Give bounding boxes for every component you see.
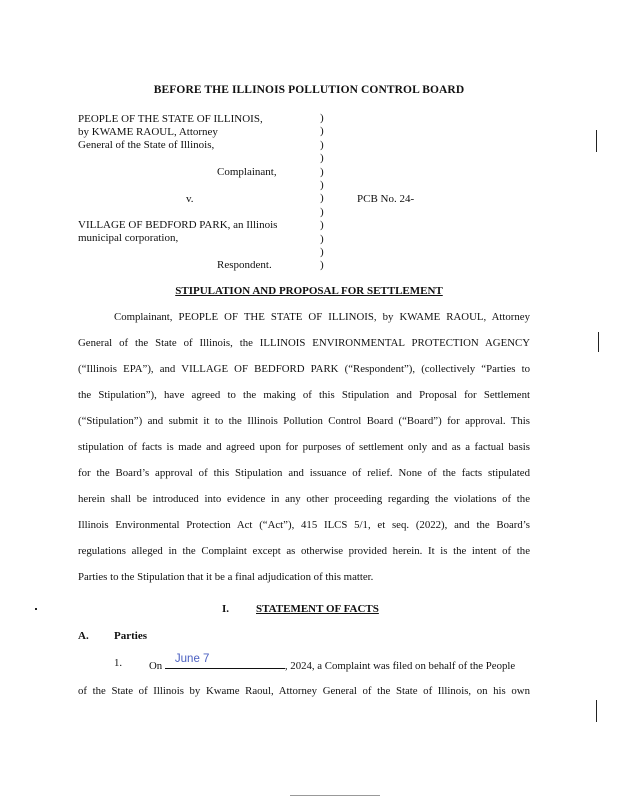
caption-paren: ) xyxy=(320,192,324,205)
respondent-name-line-1: VILLAGE OF BEDFORD PARK, an Illinois xyxy=(78,219,278,231)
complainant-name-line-2: by KWAME RAOUL, Attorney xyxy=(78,126,218,138)
complainant-label: Complainant, xyxy=(217,166,277,178)
caption-paren: ) xyxy=(320,219,324,232)
scan-artifact xyxy=(290,795,380,796)
scan-artifact xyxy=(35,608,37,610)
case-number: PCB No. 24- xyxy=(357,193,415,205)
section-number: I. xyxy=(222,603,230,615)
subsection-title: Parties xyxy=(114,630,147,642)
intro-line: (“Illinois EPA”), and VILLAGE OF BEDFORD PARK (“Respondent”), (collectively “Parties to xyxy=(78,363,530,375)
document-title: BEFORE THE ILLINOIS POLLUTION CONTROL BOARD xyxy=(153,84,465,96)
section-title: STATEMENT OF FACTS xyxy=(256,603,379,615)
paragraph-1-lead: On xyxy=(149,660,163,672)
versus-label: v. xyxy=(186,193,194,205)
complainant-name-line-1: PEOPLE OF THE STATE OF ILLINOIS, xyxy=(78,113,263,125)
intro-line: for the Board’s approval of this Stipulation and issuance of relief. None of the facts stipulated xyxy=(78,467,530,479)
complainant-name-line-3: General of the State of Illinois, xyxy=(78,139,215,151)
caption-paren: ) xyxy=(320,138,324,151)
intro-line: Parties to the Stipulation that it be a final adjudication of this matter. xyxy=(78,571,374,583)
intro-line: Illinois Environmental Protection Act (“Act”), 415 ILCS 5/1, et seq. (2022), and the Board’s xyxy=(78,519,530,531)
paragraph-1-line-2: of the State of Illinois by Kwame Raoul, Attorney General of the State of Illinois, on his own xyxy=(78,685,530,697)
caption-paren: ) xyxy=(320,165,324,178)
intro-line: General of the State of Illinois, the ILLINOIS ENVIRONMENTAL PROTECTION AGENCY xyxy=(78,337,530,349)
caption-paren: ) xyxy=(320,205,324,218)
paragraph-1-after-date: , 2024, a Complaint was filed on behalf of the People xyxy=(284,660,516,672)
caption-paren: ) xyxy=(320,232,324,245)
paragraph-number: 1. xyxy=(114,657,123,669)
caption-paren: ) xyxy=(320,179,324,191)
subsection-letter: A. xyxy=(78,630,89,642)
intro-line: (“Stipulation”) and submit it to the Illinois Pollution Control Board (“Board”) for approval. This xyxy=(78,415,530,427)
intro-line: Complainant, PEOPLE OF THE STATE OF ILLINOIS, by KWAME RAOUL, Attorney xyxy=(114,311,530,323)
date-blank xyxy=(165,653,285,669)
caption-paren: ) xyxy=(320,125,324,138)
caption-paren: ) xyxy=(320,246,324,258)
caption-paren: ) xyxy=(320,259,324,272)
scan-artifact xyxy=(596,130,597,152)
intro-line: stipulation of facts is made and agreed upon for purposes of settlement only and as a factual basis xyxy=(78,441,530,453)
intro-line: herein shall be introduced into evidence in any other proceeding regarding the violations of the xyxy=(78,493,530,505)
respondent-label: Respondent. xyxy=(217,259,272,271)
respondent-name-line-2: municipal corporation, xyxy=(78,232,179,244)
caption-paren: ) xyxy=(320,152,324,165)
scan-artifact xyxy=(596,700,597,722)
stipulation-heading: STIPULATION AND PROPOSAL FOR SETTLEMENT xyxy=(175,285,443,297)
intro-line: regulations alleged in the Complaint except as otherwise provided herein. It is the intent of the xyxy=(78,545,530,557)
intro-line: the Stipulation”), have agreed to the making of this Stipulation and Proposal for Settlement xyxy=(78,389,530,401)
paragraph-1-first-line xyxy=(149,653,516,672)
scan-artifact xyxy=(598,332,599,352)
filled-date: June 7 xyxy=(174,653,210,665)
caption-paren: ) xyxy=(320,112,324,124)
